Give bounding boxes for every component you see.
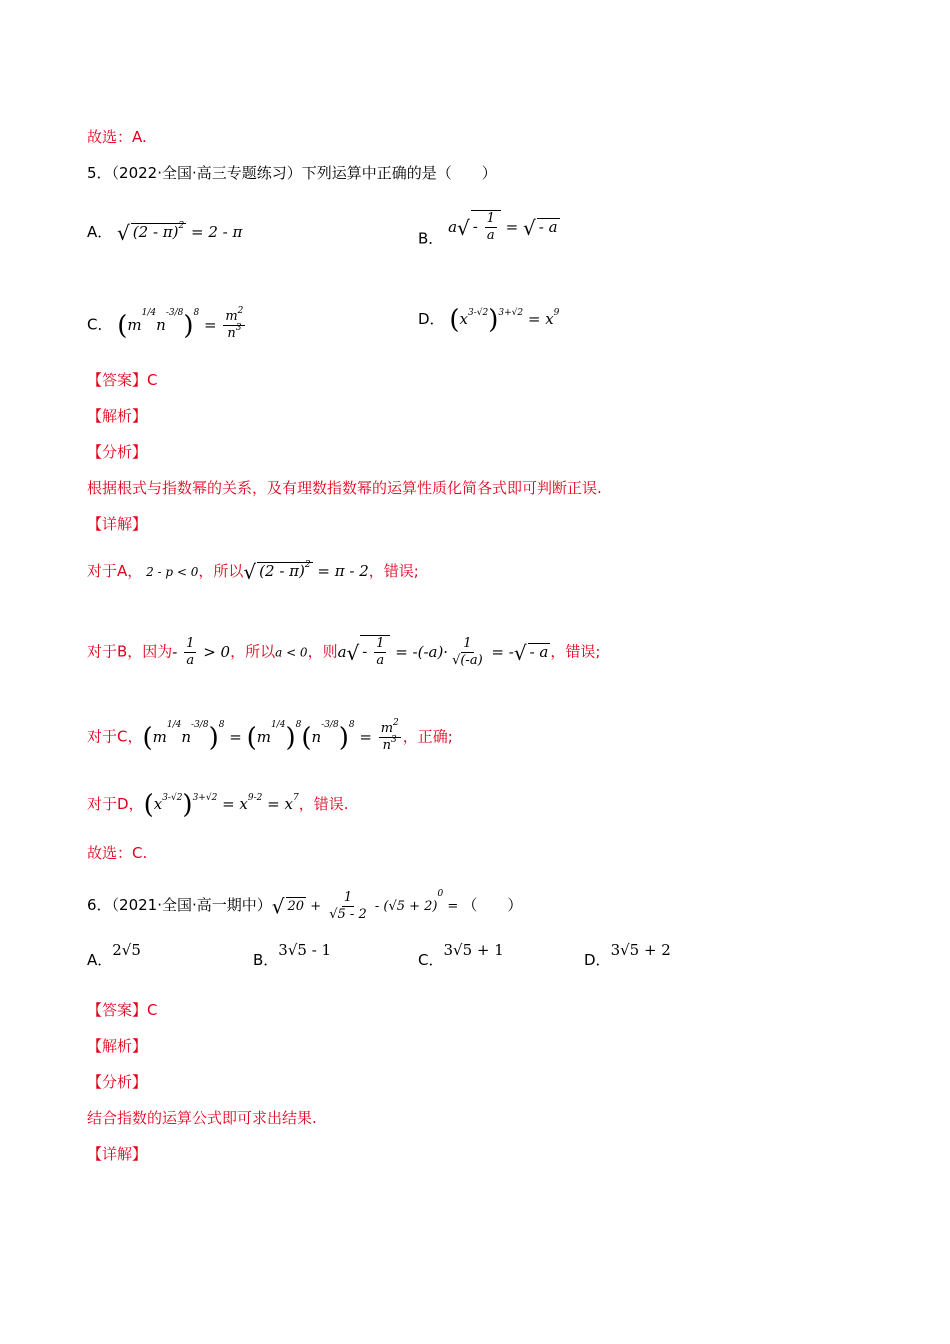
q5-xiangjie: 【详解】: [87, 515, 148, 533]
q5-detail-a: 对于A， 2 - p < 0，所以√ (2 - π)$^2$ = π - 2，错误;: [87, 560, 419, 584]
q5-option-c: [87, 306, 247, 342]
q5-detail-c: 对于C，$(m^{1/4}n^{-3/8})^8 = (m^{1/4})^8(n^{-3/8})^8$ = $\frac{m^2}{n^3}$ ，正确;: [87, 718, 453, 753]
q5-stem: 5．（2022·全国·高三专题练习）下列运算中正确的是（ ）: [87, 164, 497, 182]
q5-option-a: [87, 222, 242, 243]
q5-option-d: [418, 305, 560, 335]
q6-answer: 【答案】C: [87, 1001, 158, 1019]
q6-jiexi: 【解析】: [87, 1037, 148, 1055]
q6-stem: 6．（2021·全国·高一期中）√ 20 + $\frac{1}{√5 - 2}$ - $(√5 + 2)^0$ = （ ）: [87, 889, 523, 922]
q5-answer: 【答案】C: [87, 371, 158, 389]
prev-choice: 故选：A.: [87, 128, 147, 146]
q6-option-a: A．2√5: [87, 941, 141, 969]
q6-option-b: B．3√5 - 1: [253, 941, 332, 969]
q5-fenxi: 【分析】: [87, 443, 148, 461]
q5-option-d-formula: $(x^{3-√2})^{3+√2} = x^9$: [449, 305, 560, 335]
q5-option-a-label: A．: [87, 223, 113, 241]
q5-option-d-label: D．: [418, 310, 445, 328]
q6-xiangjie: 【详解】: [87, 1145, 148, 1163]
q5-detail-d: 对于D，$(x^{3-√2})^{3+√2} = x^{9-2} = x^7$，错误.: [87, 790, 349, 820]
q5-option-a-formula: √ (2 - π)$^2$ = 2 - π: [117, 221, 243, 245]
q6-fenxi: 【分析】: [87, 1073, 148, 1091]
q5-option-c-label: C．: [87, 315, 113, 334]
q6-option-d: D．3√5 + 2: [584, 941, 671, 969]
q5-option-c-formula: $(m^{1/4}n^{-3/8})^8$ = $\frac{m^2}{n^3}$: [117, 306, 244, 341]
q5-detail-b: 对于B，因为- $\frac{1}{a}$ > 0，所以a < 0，则a√ - $\frac{1}{a}$ = -(-a)· $\frac{1}{√(-a)}$ = -√ - a ，错误;: [87, 636, 601, 668]
q5-option-b-formula: a√ - $\frac{1}{a}$ = √ - a: [448, 211, 558, 243]
q5-choice: 故选：C.: [87, 844, 148, 862]
q5-option-b-label: B．: [418, 229, 444, 248]
q5-option-b: [418, 211, 560, 256]
q5-fenxi-text: 根据根式与指数幂的关系，及有理数指数幂的运算性质化简各式即可判断正误.: [87, 479, 602, 497]
q6-option-c: C．3√5 + 1: [418, 941, 504, 969]
q6-fenxi-text: 结合指数的运算公式即可求出结果.: [87, 1109, 317, 1127]
q5-jiexi: 【解析】: [87, 407, 148, 425]
